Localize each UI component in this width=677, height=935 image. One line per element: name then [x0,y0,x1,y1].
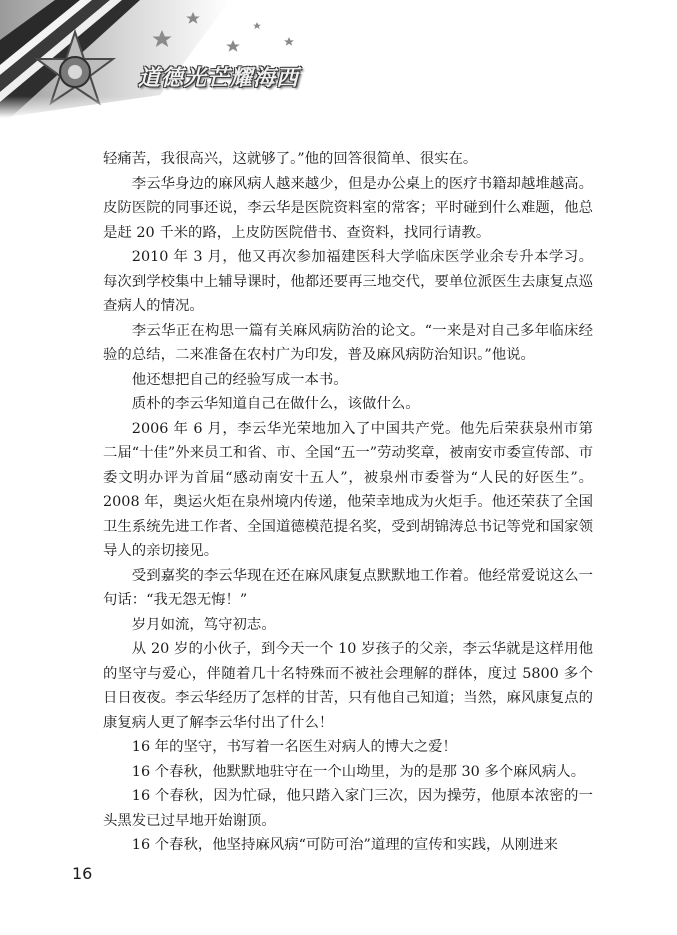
paragraph: 质朴的李云华知道自己在做什么，该做什么。 [131,396,420,412]
header-banner [0,0,677,118]
paragraph: 从 20 岁的小伙子，到今天一个 10 岁孩子的父亲，李云华就是这样用他的坚守与爱心，伴随着几十名特殊而不被社会理解的群体，度过 5800 多个日日夜夜。李云华经历了怎样的甘苦，只有他自己知道；当然，麻风康复点的康复病人更了解李云华付出了什么！ [103,641,593,731]
paragraph: 2006 年 6 月，李云华光荣地加入了中国共产党。他先后荣获泉州市第二届“十佳”外来员工和省、市、全国“五一”劳动奖章，被南安市委宣传部、市委文明办评为首届“感动南安十五人”，被泉州市委誉为“人民的好医生”。2008 年，奥运火炬在泉州境内传递，他荣幸地成为火炬手。他还荣获了全国卫生系统先进工作者、全国道德模范提名奖，受到胡锦涛总书记等党和国家领导人的亲切接见。 [103,420,593,559]
paragraph: 轻痛苦，我很高兴，这就够了。”他的回答很简单、很实在。 [103,151,478,167]
paragraph: 16 个春秋，他坚持麻风病“可防可治”道理的宣传和实践，从刚进来 [131,837,558,853]
paragraph: 16 个春秋，因为忙碌，他只踏入家门三次，因为操劳，他原本浓密的一头黑发已过早地开始谢顶。 [103,788,593,829]
series-title: 道德光芒耀海西 [138,66,300,91]
paragraph: 16 个春秋，他默默地驻守在一个山坳里，为的是那 30 多个麻风病人。 [131,763,586,780]
banner-graphic [0,0,677,118]
paragraph: 李云华身边的麻风病人越来越少，但是办公桌上的医疗书籍却越堆越高。皮防医院的同事还说，李云华是医院资料室的常客；平时碰到什么难题，他总是赶 20 千米的路，上皮防医院借书、查资料，找同行请教。 [103,175,593,241]
paragraph: 他还想把自己的经验写成一本书。 [131,371,348,388]
paragraph: 李云华正在构思一篇有关麻风病防治的论文。“一来是对自己多年临床经验的总结，二来准备在农村广为印发，普及麻风病防治知识。”他说。 [103,322,593,363]
paragraph: 岁月如流，笃守初志。 [131,616,276,633]
body-text [103,147,593,858]
paragraph: 2010 年 3 月，他又再次参加福建医科大学临床医学业余专升本学习。每次到学校集中上辅导课时，他都还要再三地交代，要单位派医生去康复点巡查病人的情况。 [103,249,593,314]
page-number: 16 [72,864,93,883]
paragraph: 受到嘉奖的李云华现在还在麻风康复点默默地工作着。他经常爱说这么一句话：“我无怨无悔！” [103,567,593,608]
paragraph: 16 年的坚守，书写着一名医生对病人的博大之爱！ [131,739,457,755]
